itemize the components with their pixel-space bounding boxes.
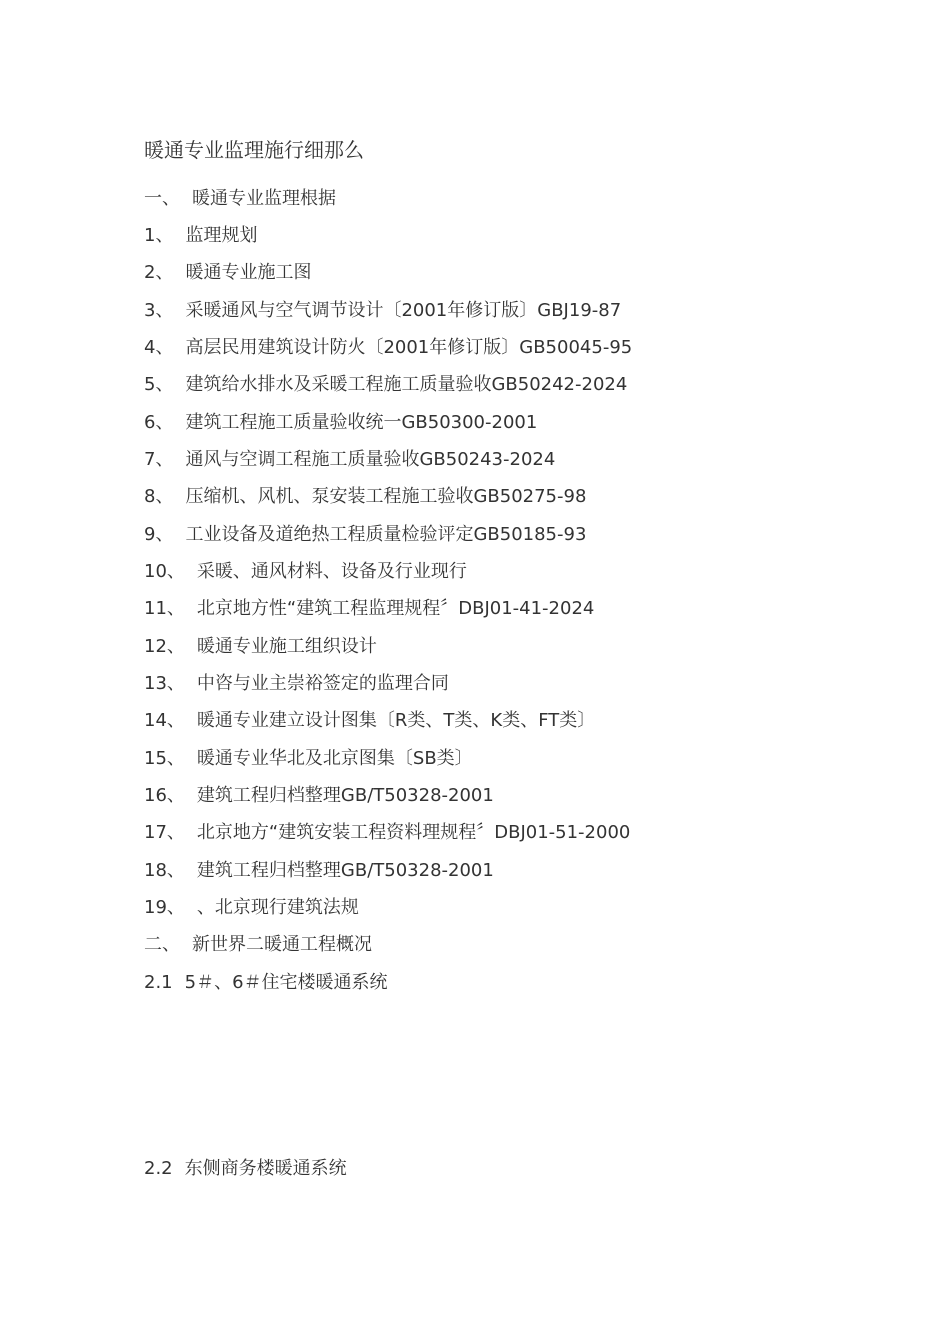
item-number: 5、 (144, 374, 174, 395)
list-item (144, 299, 621, 323)
item-number: 16、 (144, 785, 185, 806)
list-item (144, 411, 537, 435)
list-item (144, 597, 594, 621)
section-text: 新世界二暖通工程概况 (192, 934, 372, 955)
list-item (144, 859, 494, 883)
list-item (144, 709, 595, 733)
item-text: 暖通专业施工图 (185, 262, 312, 283)
list-item (144, 336, 632, 360)
subsection-heading (144, 1157, 347, 1181)
section-number: 二、 (144, 934, 180, 955)
list-item (144, 485, 586, 509)
item-number: 3、 (144, 300, 174, 321)
item-number: 9、 (144, 524, 174, 545)
item-text: 高层民用建筑设计防火〔2001年修订版〕GB50045-95 (185, 337, 633, 358)
list-item (144, 560, 467, 584)
item-number: 一、 (144, 188, 180, 209)
item-number: 19、 (144, 897, 185, 918)
item-number: 6、 (144, 412, 174, 433)
item-text: 建筑工程施工质量验收统一GB50300-2001 (185, 412, 538, 433)
item-text: 采暖通风与空气调节设计〔2001年修订版〕GBJ19-87 (185, 300, 622, 321)
list-item (144, 523, 586, 547)
subsection-number: 2.2 (144, 1158, 173, 1179)
list-item (144, 747, 473, 771)
document-title: 暖通专业监理施行细那么 (144, 138, 364, 162)
item-number: 7、 (144, 449, 174, 470)
item-text: 北京地方“建筑安装工程资料理规程〞DBJ01-51-2000 (196, 822, 631, 843)
list-item (144, 224, 257, 248)
subsection-heading (144, 971, 388, 995)
item-text: 压缩机、风机、泵安装工程施工验收GB50275-98 (185, 486, 587, 507)
item-text: 建筑给水排水及采暖工程施工质量验收GB50242-2024 (185, 374, 628, 395)
item-text: 暖通专业监理根据 (192, 188, 336, 209)
item-number: 10、 (144, 561, 185, 582)
list-item (144, 373, 627, 397)
item-text: 暖通专业华北及北京图集〔SB类〕 (196, 748, 473, 769)
item-text: 建筑工程归档整理GB/T50328-2001 (196, 860, 494, 881)
item-number: 4、 (144, 337, 174, 358)
item-text: 监理规划 (185, 225, 258, 246)
list-item (144, 672, 449, 696)
item-number: 15、 (144, 748, 185, 769)
item-number: 12、 (144, 636, 185, 657)
item-text: 工业设备及道绝热工程质量检验评定GB50185-93 (185, 524, 587, 545)
item-text: 中咨与业主崇裕签定的监理合同 (196, 673, 449, 694)
item-text: 暖通专业建立设计图集〔R类、T类、K类、FT类〕 (196, 710, 596, 731)
item-number: 14、 (144, 710, 185, 731)
item-text: 北京地方性“建筑工程监理规程〞DBJ01-41-2024 (196, 598, 595, 619)
item-text: 、北京现行建筑法规 (196, 897, 359, 918)
list-item (144, 821, 630, 845)
list-item (144, 784, 494, 808)
item-number: 8、 (144, 486, 174, 507)
item-text: 采暖、通风材料、设备及行业现行 (196, 561, 467, 582)
subsection-text: 5＃、6＃住宅楼暖通系统 (184, 972, 388, 993)
item-number: 2、 (144, 262, 174, 283)
item-number: 1、 (144, 225, 174, 246)
item-number: 11、 (144, 598, 185, 619)
item-number: 17、 (144, 822, 185, 843)
item-text: 暖通专业施工组织设计 (196, 636, 377, 657)
subsection-number: 2.1 (144, 972, 173, 993)
item-number: 13、 (144, 673, 185, 694)
item-text: 通风与空调工程施工质量验收GB50243-2024 (185, 449, 556, 470)
subsection-text: 东侧商务楼暖通系统 (184, 1158, 347, 1179)
item-number: 18、 (144, 860, 185, 881)
section-heading (144, 933, 372, 957)
list-item (144, 187, 336, 211)
list-item (144, 896, 359, 920)
list-item (144, 261, 311, 285)
list-item (144, 448, 555, 472)
item-text: 建筑工程归档整理GB/T50328-2001 (196, 785, 494, 806)
list-item (144, 635, 377, 659)
